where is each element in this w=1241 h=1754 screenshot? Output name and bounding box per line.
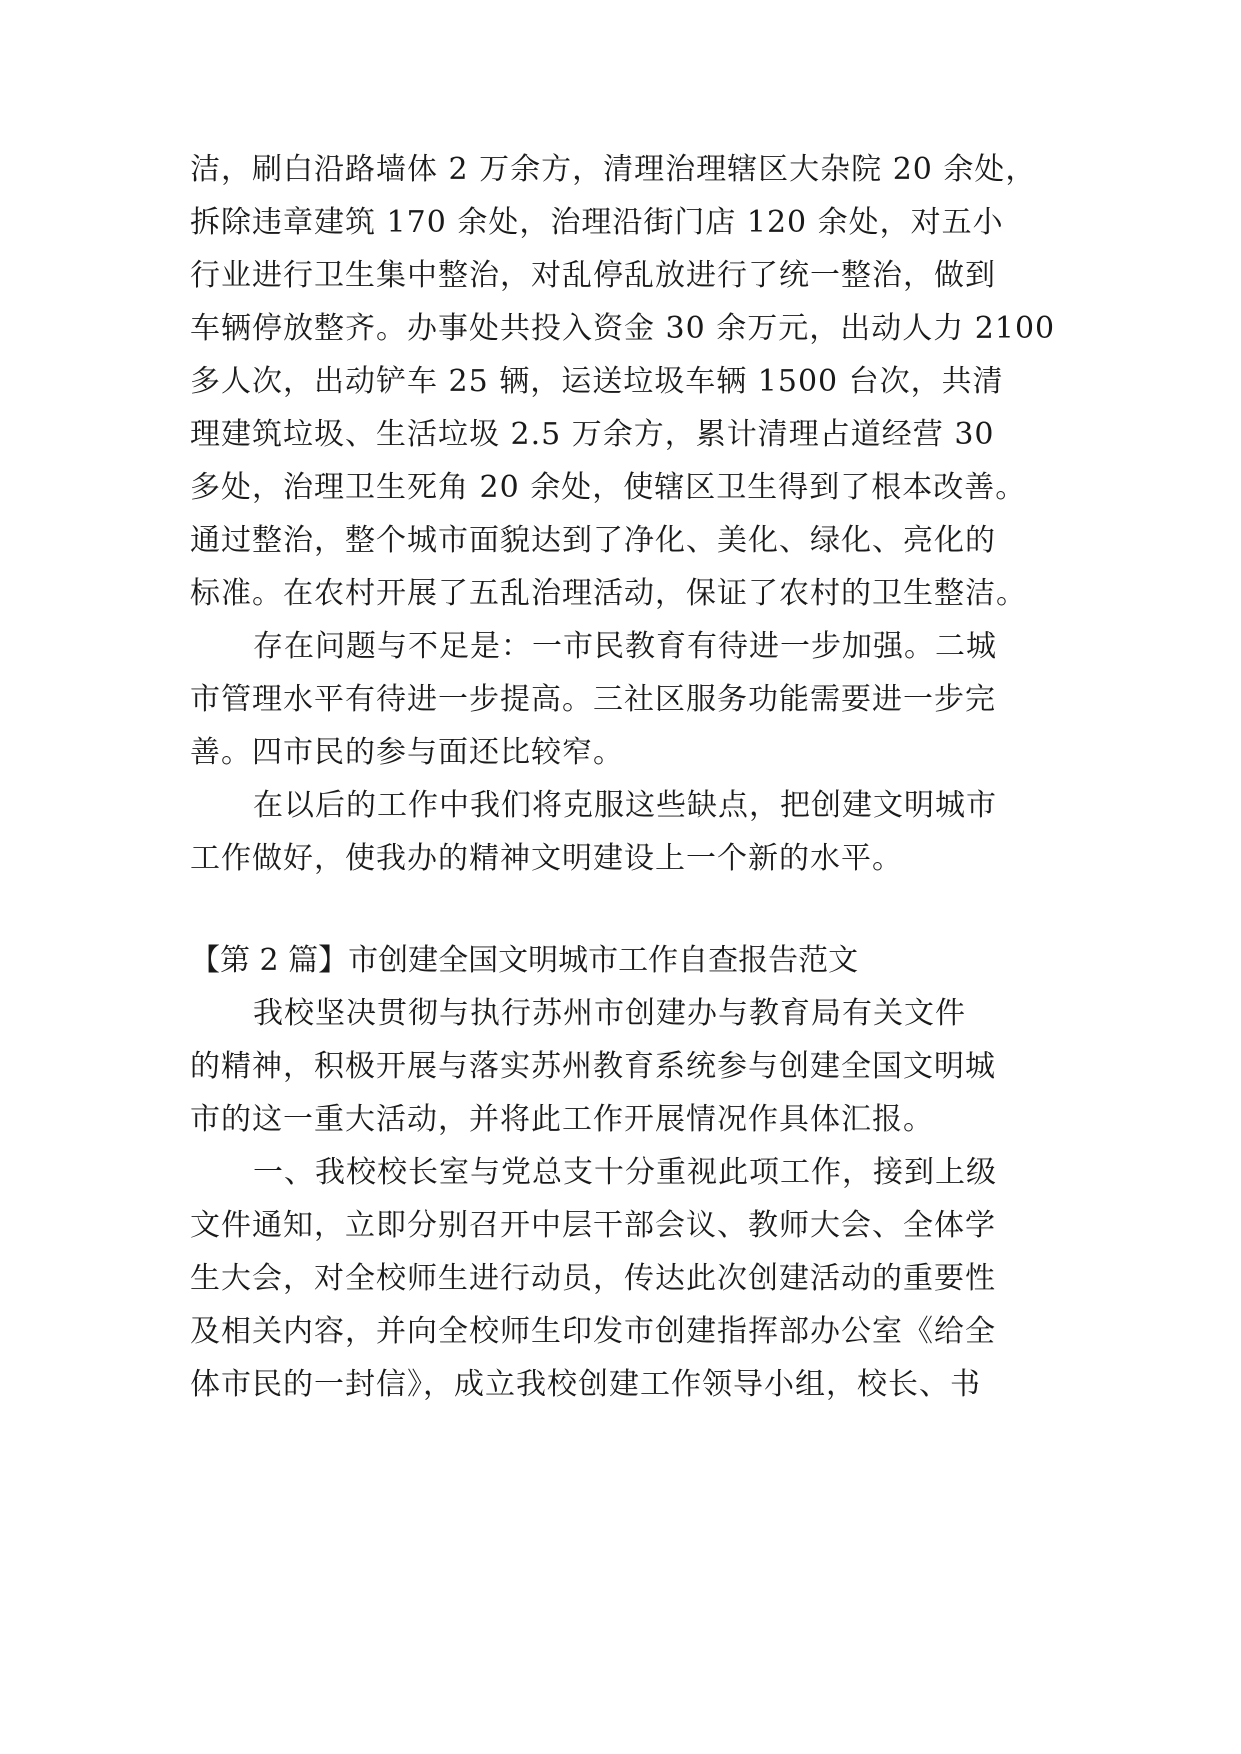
text-line: 市管理水平有待进一步提高。三社区服务功能需要进一步完 bbox=[190, 682, 996, 717]
text-line: 拆除违章建筑 170 余处，治理沿街门店 120 余处，对五小 bbox=[190, 205, 1004, 240]
text-line: 标准。在农村开展了五乱治理活动，保证了农村的卫生整洁。 bbox=[190, 576, 1027, 611]
text-line: 体市民的一封信》，成立我校创建工作领导小组，校长、书 bbox=[190, 1367, 981, 1402]
text-line: 我校坚决贯彻与执行苏州市创建办与教育局有关文件 bbox=[253, 996, 966, 1031]
text-line: 一、我校校长室与党总支十分重视此项工作，接到上级 bbox=[253, 1155, 997, 1190]
text-line: 多人次，出动铲车 25 辆，运送垃圾车辆 1500 台次，共清 bbox=[190, 364, 1004, 399]
text-line: 的精神，积极开展与落实苏州教育系统参与创建全国文明城 bbox=[190, 1049, 996, 1084]
text-line: 通过整治，整个城市面貌达到了净化、美化、绿化、亮化的 bbox=[190, 523, 996, 558]
text-line: 理建筑垃圾、生活垃圾 2.5 万余方，累计清理占道经营 30 bbox=[190, 417, 995, 452]
text-line: 善。四市民的参与面还比较窄。 bbox=[190, 735, 624, 770]
text-line: 工作做好，使我办的精神文明建设上一个新的水平。 bbox=[190, 841, 903, 876]
text-line: 市的这一重大活动，并将此工作开展情况作具体汇报。 bbox=[190, 1102, 934, 1137]
text-line: 多处，治理卫生死角 20 余处，使辖区卫生得到了根本改善。 bbox=[190, 470, 1027, 505]
section-heading: 【第 2 篇】市创建全国文明城市工作自查报告范文 bbox=[190, 943, 859, 978]
text-line: 在以后的工作中我们将克服这些缺点，把创建文明城市 bbox=[253, 788, 997, 823]
text-line: 存在问题与不足是：一市民教育有待进一步加强。二城 bbox=[253, 629, 997, 664]
text-line: 行业进行卫生集中整治，对乱停乱放进行了统一整治，做到 bbox=[190, 258, 996, 293]
text-line: 及相关内容，并向全校师生印发市创建指挥部办公室《给全 bbox=[190, 1314, 996, 1349]
text-line: 生大会，对全校师生进行动员，传达此次创建活动的重要性 bbox=[190, 1261, 996, 1296]
text-line: 车辆停放整齐。办事处共投入资金 30 余万元，出动人力 2100 bbox=[190, 311, 1056, 346]
text-line: 洁，刷白沿路墙体 2 万余方，清理治理辖区大杂院 20 余处， bbox=[190, 152, 1037, 187]
text-line: 文件通知，立即分别召开中层干部会议、教师大会、全体学 bbox=[190, 1208, 996, 1243]
